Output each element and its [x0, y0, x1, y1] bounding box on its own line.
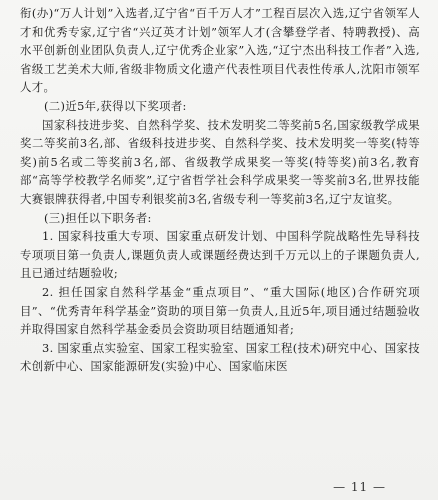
document-body: [20, 4, 420, 376]
page-footer: [0, 474, 438, 494]
list-item-major-projects: 1. 国家科技重大专项、国家重点研发计划、中国科学院战略性先导科技专项项目第一负责人,课题负责人或课题经费达到千万元以上的子课题负责人,且已通过结题验收;: [20, 229, 420, 281]
section-heading-positions: (三)担任以下职务者:: [44, 210, 152, 225]
list-item-national-labs: 3. 国家重点实验室、国家工程实验室、国家工程(技术)研究中心、国家技术创新中心、国家能源研发(实验)中心、国家临床医: [20, 340, 420, 374]
list-item-nsfc-projects: 2. 担任国家自然科学基金“重点项目”、“重大国际(地区)合作研究项目”、“优秀青年科学基金”资助的项目第一负责人,且近5年,项目通过结题验收并取得国家自然科学基金委员会资助项目结题通知者;: [20, 284, 420, 337]
section-heading-awards: (二)近5年,获得以下奖项者:: [44, 98, 187, 113]
page-number: — 11 —: [333, 480, 386, 494]
paragraph-awards: 国家科技进步奖、自然科学奖、技术发明奖二等奖前5名,国家级教学成果奖二等奖前3名,部、省级科技进步奖、自然科学奖、技术发明奖一等奖(特等奖)前5名或二等奖前3名,部、省级教学成果奖一等奖(特等奖)前3名,教育部“高等学校教学名师奖”,辽宁省哲学社会科学成果奖一等奖前3名,世界技能大赛银牌获得者,中国专利银奖前3名,省级专利一等奖前3名,辽宁友谊奖。: [20, 117, 420, 206]
paragraph-talent-titles: 衔(办)“万人计划”入选者,辽宁省“百千万人才”工程百层次入选,辽宁省领军人才和优秀专家,辽宁省“兴辽英才计划”领军人才(含攀登学者、特聘教授)、高水平创新创业团队负责人,辽宁优秀企业家”入选,“辽宁杰出科技工作者”入选,省级工艺美术大师,省级非物质文化遗产代表性项目代表性传承人,沈阳市领军人才。: [20, 6, 420, 95]
